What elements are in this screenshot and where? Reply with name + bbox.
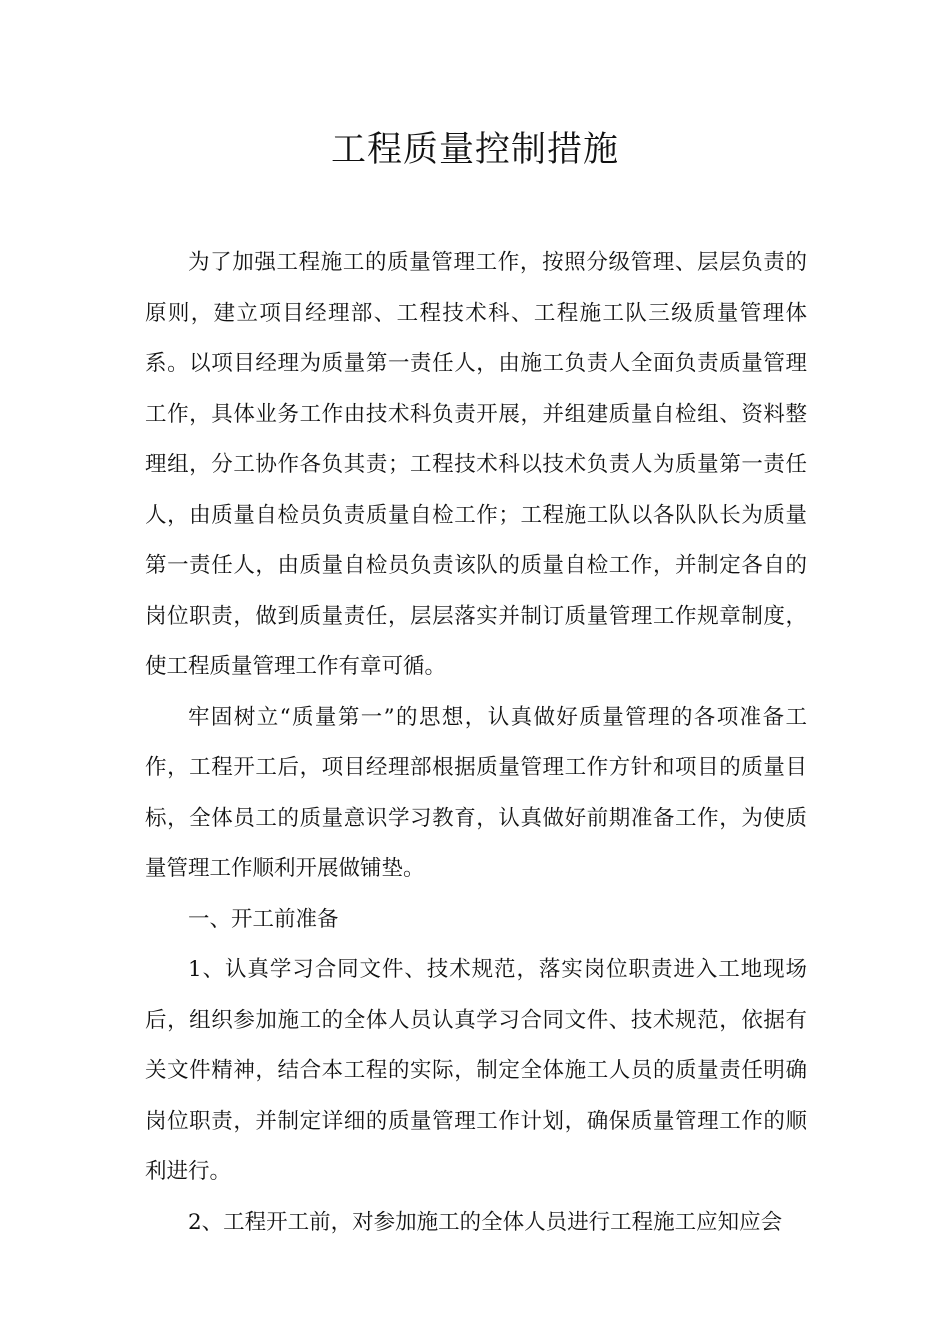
paragraph-quality-system: 为了加强工程施工的质量管理工作，按照分级管理、层层负责的原则，建立项目经理部、工程技术科、工程施工队三级质量管理体系。以项目经理为质量第一责任人，由施工负责人全面负责质量管理工作，具体业务工作由技术科负责开展，并组建质量自检组、资料整理组，分工协作各负其责；工程技术科以技术负责人为质量第一责任人，由质量自检员负责质量自检工作；工程施工队以各队队长为质量第一责任人，由质量自检员负责该队的质量自检工作，并制定各自的岗位职责，做到质量责任，层层落实并制订质量管理工作规章制度，使工程质量管理工作有章可循。 [145,250,807,679]
paragraph-item-2: 2、工程开工前，对参加施工的全体人员进行工程施工应知应会 [188,1209,783,1235]
paragraph-quality-first: 牢固树立“质量第一”的思想，认真做好质量管理的各项准备工作，工程开工后，项目经理部根据质量管理工作方针和项目的质量目标，全体员工的质量意识学习教育，认真做好前期准备工作，为使质量管理工作顺利开展做铺垫。 [145,704,807,881]
document-title: 工程质量控制措施 [330,130,619,170]
section-heading-preparation: 一、开工前准备 [188,906,339,932]
paragraph-item-1: 1、认真学习合同文件、技术规范，落实岗位职责进入工地现场后，组织参加施工的全体人员认真学习合同文件、技术规范，依据有关文件精神，结合本工程的实际，制定全体施工人员的质量责任明确岗位职责，并制定详细的质量管理工作计划，确保质量管理工作的顺利进行。 [145,957,807,1184]
document-body [145,238,807,1248]
